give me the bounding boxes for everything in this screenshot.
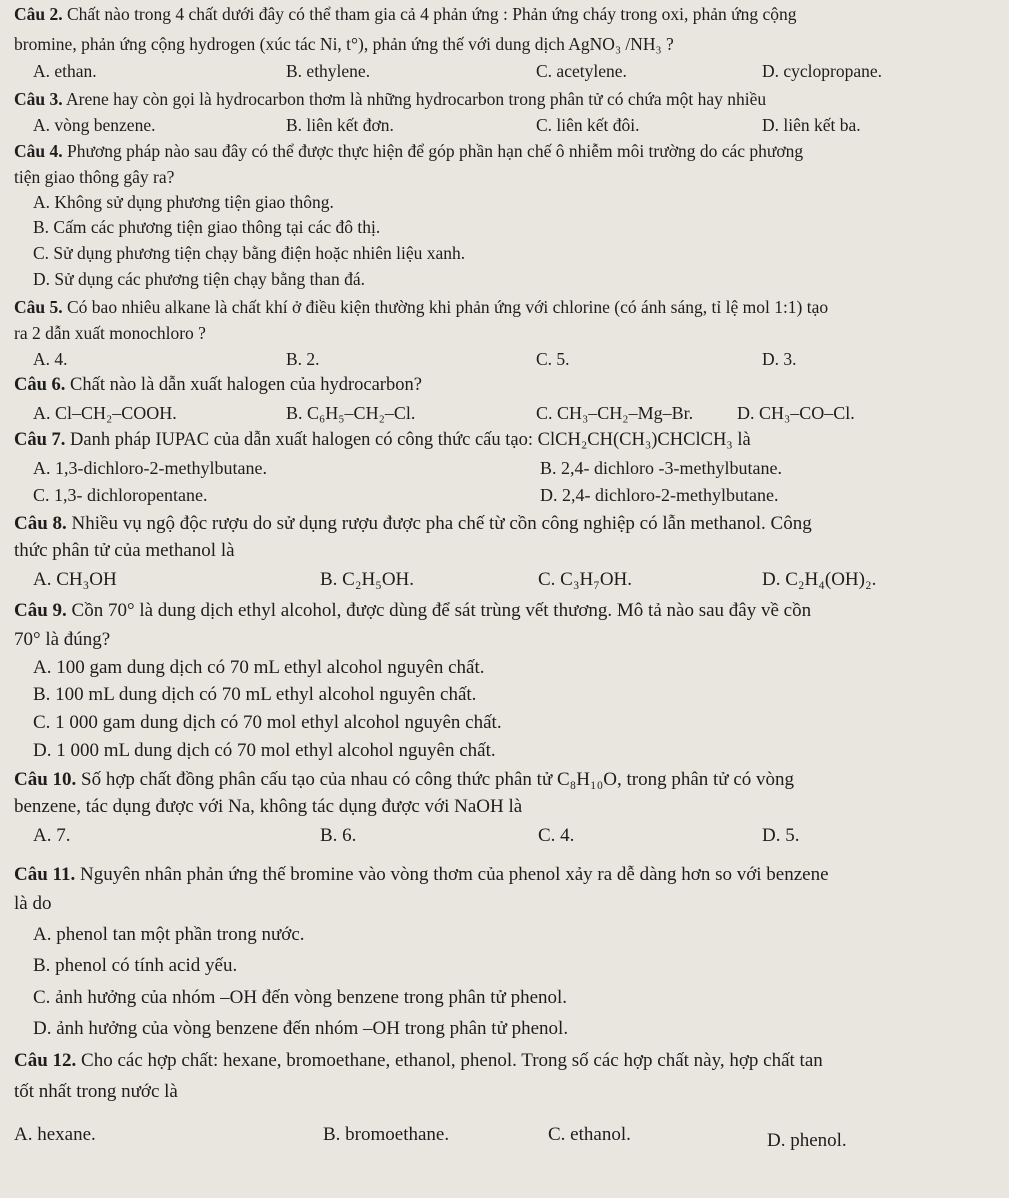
question-8-line-2: thức phân tử của methanol là bbox=[14, 540, 235, 561]
question-number: Câu 9. bbox=[14, 600, 67, 621]
option-c: C. liên kết đôi. bbox=[536, 115, 640, 135]
option-b: B. ethylene. bbox=[286, 61, 371, 81]
question-2-line-1 bbox=[14, 3, 999, 25]
question-11-option-a: A. phenol tan một phần trong nước. bbox=[33, 924, 305, 945]
option-a: A. Cl–CH₂–COOH. bbox=[33, 403, 177, 423]
question-4-option-c: C. Sử dụng phương tiện chạy bằng điện hoặc nhiên liệu xanh. bbox=[33, 243, 466, 263]
question-text: Arene hay còn gọi là hydrocarbon thơm là những hydrocarbon trong phân tử có chứa một hay nhiều bbox=[62, 89, 767, 109]
question-2-line-2: bromine, phản ứng cộng hydrogen (xúc tác Ni, t°), phản ứng thế với dung dịch AgNO₃ /NH₃ ? bbox=[14, 34, 674, 54]
question-11-option-b: B. phenol có tính acid yếu. bbox=[33, 955, 238, 976]
question-4-line-2: tiện giao thông gây ra? bbox=[14, 167, 175, 187]
question-number: Câu 4. bbox=[14, 141, 63, 161]
question-9-line-1 bbox=[14, 600, 999, 622]
option-a: A. 4. bbox=[33, 349, 68, 369]
option-c: C. acetylene. bbox=[536, 61, 627, 81]
option-c: C. 1,3- dichloropentane. bbox=[33, 485, 208, 505]
question-4-option-d: D. Sử dụng các phương tiện chạy bằng than đá. bbox=[33, 269, 365, 289]
question-text: Số hợp chất đồng phân cấu tạo của nhau có công thức phân tử C₈H₁₀O, trong phân tử có vòng bbox=[76, 769, 795, 790]
question-text: Danh pháp IUPAC của dẫn xuất halogen có công thức cấu tạo: ClCH₂CH(CH₃)CHClCH₃ là bbox=[65, 430, 751, 450]
question-12-line-1 bbox=[14, 1050, 999, 1072]
question-number: Câu 5. bbox=[14, 297, 63, 317]
question-10-line-2: benzene, tác dụng được với Na, không tác dụng được với NaOH là bbox=[14, 796, 523, 817]
option-b: B. bromoethane. bbox=[323, 1124, 450, 1145]
question-3-line-1 bbox=[14, 88, 999, 110]
question-9-option-c: C. 1 000 gam dung dịch có 70 mol ethyl alcohol nguyên chất. bbox=[33, 712, 502, 733]
option-d: D. liên kết ba. bbox=[762, 115, 861, 135]
question-12-line-2: tốt nhất trong nước là bbox=[14, 1081, 178, 1102]
question-text: Cồn 70° là dung dịch ethyl alcohol, được dùng để sát trùng vết thương. Mô tả nào sau đây về cồn bbox=[66, 600, 812, 621]
option-d: D. CH₃–CO–Cl. bbox=[737, 403, 855, 423]
option-d: D. 3. bbox=[762, 349, 797, 369]
question-text: Nguyên nhân phản ứng thế bromine vào vòng thơm của phenol xảy ra dễ dàng hơn so với benzene bbox=[75, 864, 829, 885]
option-a: A. ethan. bbox=[33, 61, 97, 81]
option-c: C. C₃H₇OH. bbox=[538, 569, 633, 590]
question-11-option-d: D. ảnh hưởng của vòng benzene đến nhóm –OH trong phân tử phenol. bbox=[33, 1018, 569, 1039]
question-11-line-2: là do bbox=[14, 893, 52, 914]
option-a: A. 7. bbox=[33, 825, 71, 846]
option-b: B. 2,4- dichloro -3-methylbutane. bbox=[540, 458, 782, 478]
option-b: B. C₂H₅OH. bbox=[320, 569, 415, 590]
option-a: A. 1,3-dichloro-2-methylbutane. bbox=[33, 458, 267, 478]
option-c: C. 4. bbox=[538, 825, 575, 846]
question-number: Câu 7. bbox=[14, 430, 66, 450]
option-d: D. 5. bbox=[762, 825, 800, 846]
option-d: D. phenol. bbox=[767, 1130, 847, 1151]
question-7-line-1 bbox=[14, 429, 999, 451]
option-b: B. 2. bbox=[286, 349, 320, 369]
question-9-option-d: D. 1 000 mL dung dịch có 70 mol ethyl alcohol nguyên chất. bbox=[33, 740, 496, 761]
option-c: C. 5. bbox=[536, 349, 570, 369]
option-d: D. C₂H₄(OH)₂. bbox=[762, 569, 877, 590]
question-text: Phương pháp nào sau đây có thể được thực hiện để góp phần hạn chế ô nhiễm môi trường do các phương bbox=[62, 141, 804, 161]
question-10-line-1 bbox=[14, 769, 999, 791]
question-number: Câu 8. bbox=[14, 513, 67, 534]
option-b: B. 6. bbox=[320, 825, 357, 846]
question-text: Chất nào là dẫn xuất halogen của hydrocarbon? bbox=[65, 375, 422, 395]
question-11-option-c: C. ảnh hưởng của nhóm –OH đến vòng benzene trong phân tử phenol. bbox=[33, 987, 568, 1008]
question-text: Có bao nhiêu alkane là chất khí ở điều kiện thường khi phản ứng với chlorine (có ánh sáng, tỉ lệ mol 1:1) tạo bbox=[62, 297, 829, 317]
question-9-line-2: 70° là đúng? bbox=[14, 629, 111, 650]
question-text: Chất nào trong 4 chất dưới đây có thể tham gia cả 4 phản ứng : Phản ứng cháy trong oxi, phản ứng cộng bbox=[62, 4, 797, 24]
option-c: C. CH₃–CH₂–Mg–Br. bbox=[536, 403, 694, 423]
question-5-line-2: ra 2 dẫn xuất monochloro ? bbox=[14, 323, 206, 343]
option-a: A. CH₃OH bbox=[33, 569, 117, 590]
option-d: D. 2,4- dichloro-2-methylbutane. bbox=[540, 485, 779, 505]
question-9-option-a: A. 100 gam dung dịch có 70 mL ethyl alcohol nguyên chất. bbox=[33, 657, 485, 678]
option-d: D. cyclopropane. bbox=[762, 61, 883, 81]
question-9-option-b: B. 100 mL dung dịch có 70 mL ethyl alcohol nguyên chất. bbox=[33, 684, 477, 705]
question-4-option-b: B. Cấm các phương tiện giao thông tại các đô thị. bbox=[33, 217, 381, 237]
question-6-line-1 bbox=[14, 374, 999, 396]
question-number: Câu 6. bbox=[14, 375, 66, 395]
question-number: Câu 12. bbox=[14, 1050, 77, 1071]
option-c: C. ethanol. bbox=[548, 1124, 631, 1145]
question-11-line-1 bbox=[14, 864, 999, 886]
option-a: A. hexane. bbox=[14, 1124, 96, 1145]
question-number: Câu 3. bbox=[14, 89, 63, 109]
option-a: A. vòng benzene. bbox=[33, 115, 156, 135]
option-b: B. C₆H₅–CH₂–Cl. bbox=[286, 403, 416, 423]
question-text: Nhiều vụ ngộ độc rượu do sử dụng rượu được pha chế từ cồn công nghiệp có lẫn methanol. Công bbox=[66, 513, 812, 534]
question-number: Câu 10. bbox=[14, 769, 77, 790]
question-4-option-a: A. Không sử dụng phương tiện giao thông. bbox=[33, 192, 334, 212]
question-number: Câu 11. bbox=[14, 864, 76, 885]
question-text: Cho các hợp chất: hexane, bromoethane, ethanol, phenol. Trong số các hợp chất này, hợp chất tan bbox=[76, 1050, 823, 1071]
question-5-line-1 bbox=[14, 296, 999, 318]
question-8-line-1 bbox=[14, 513, 999, 535]
question-number: Câu 2. bbox=[14, 4, 63, 24]
question-4-line-1 bbox=[14, 140, 999, 162]
option-b: B. liên kết đơn. bbox=[286, 115, 394, 135]
